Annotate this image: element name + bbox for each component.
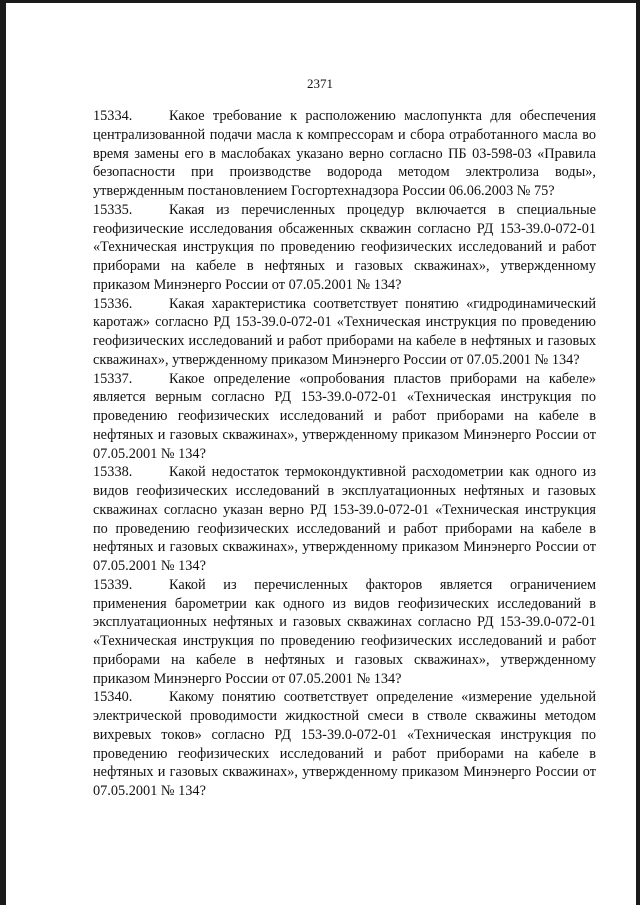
page-number: 2371 xyxy=(307,76,333,91)
question-number: 15337. xyxy=(93,370,133,387)
question-text: Какая характеристика соответствует понятию «гидродинамический каротаж» согласно РД 153-39.0-072-01 «Техническая инструкция по проведению геофизических исследований и работ приборами на кабеле в нефтяных и газовых скважинах», утвержденному приказом Минэнерго России от 07.05.2001 № 134? xyxy=(93,295,596,368)
question-text: Какая из перечисленных процедур включается в специальные геофизические исследования обсаженных скважин согласно РД 153-39.0-072-01 «Техническая инструкция по проведению геофизических исследований и работ приборами на кабеле в нефтяных и газовых скважинах», утвержденному приказом Минэнерго России от 07.05.2001 № 134? xyxy=(93,201,596,293)
question-item xyxy=(93,370,596,464)
scan-border-top xyxy=(0,0,640,3)
question-text: Какой из перечисленных факторов является ограничением применения барометрии как одного из видов геофизических исследований в эксплуатационных нефтяных и газовых скважинах согласно РД 153-39.0-072-01 «Техническая инструкция по проведению геофизических исследований и работ приборами на кабеле в нефтяных и газовых скважинах», утвержденному приказом Минэнерго России от 07.05.2001 № 134? xyxy=(93,576,596,687)
question-item xyxy=(93,463,596,576)
scan-border-right xyxy=(636,0,640,905)
question-number: 15338. xyxy=(93,464,133,481)
question-item xyxy=(93,201,596,295)
question-list xyxy=(93,107,596,801)
question-item xyxy=(93,688,596,801)
question-number: 15335. xyxy=(93,201,133,218)
question-item xyxy=(93,107,596,201)
question-text: Какой недостаток термокондуктивной расходометрии как одного из видов геофизических исследований в эксплуатационных нефтяных и газовых скважинах согласно указан верно РД 153-39.0-072-01 «Техническая инструкция по проведению геофизических исследований и работ приборами на кабеле в нефтяных и газовых скважинах», утвержденному приказом Минэнерго России от 07.05.2001 № 134? xyxy=(93,464,596,574)
question-number: 15340. xyxy=(93,689,133,706)
question-text: Какое определение «опробования пластов приборами на кабеле» является верным согласно РД 153-39.0-072-01 «Техническая инструкция по проведению геофизических исследований и работ приборами на кабеле в нефтяных и газовых скважинах», утвержденному приказом Минэнерго России от 07.05.2001 № 134? xyxy=(93,370,596,462)
question-text: Какое требование к расположению маслопункта для обеспечения централизованной подачи масла к компрессорам и сбора отработанного масла во время замены его в маслобаках указано верно согласно ПБ 03-598-03 «Правила безопасности при производстве водорода методом электролиза воды», утвержденным постановлением Госгортехнадзора России 06.06.2003 № 75? xyxy=(93,108,596,199)
question-item xyxy=(93,576,596,689)
question-number: 15339. xyxy=(93,576,133,593)
question-item xyxy=(93,295,596,370)
scan-border-left xyxy=(0,0,6,905)
question-text: Какому понятию соответствует определение «измерение удельной электрической проводимости жидкостной смеси в стволе скважины методом вихревых токов» согласно РД 153-39.0-072-01 «Техническая инструкция по проведению геофизических исследований и работ приборами на кабеле в нефтяных и газовых скважинах», утвержденному приказом Минэнерго России от 07.05.2001 № 134? xyxy=(93,689,596,799)
question-number: 15334. xyxy=(93,108,133,124)
question-number: 15336. xyxy=(93,295,133,312)
